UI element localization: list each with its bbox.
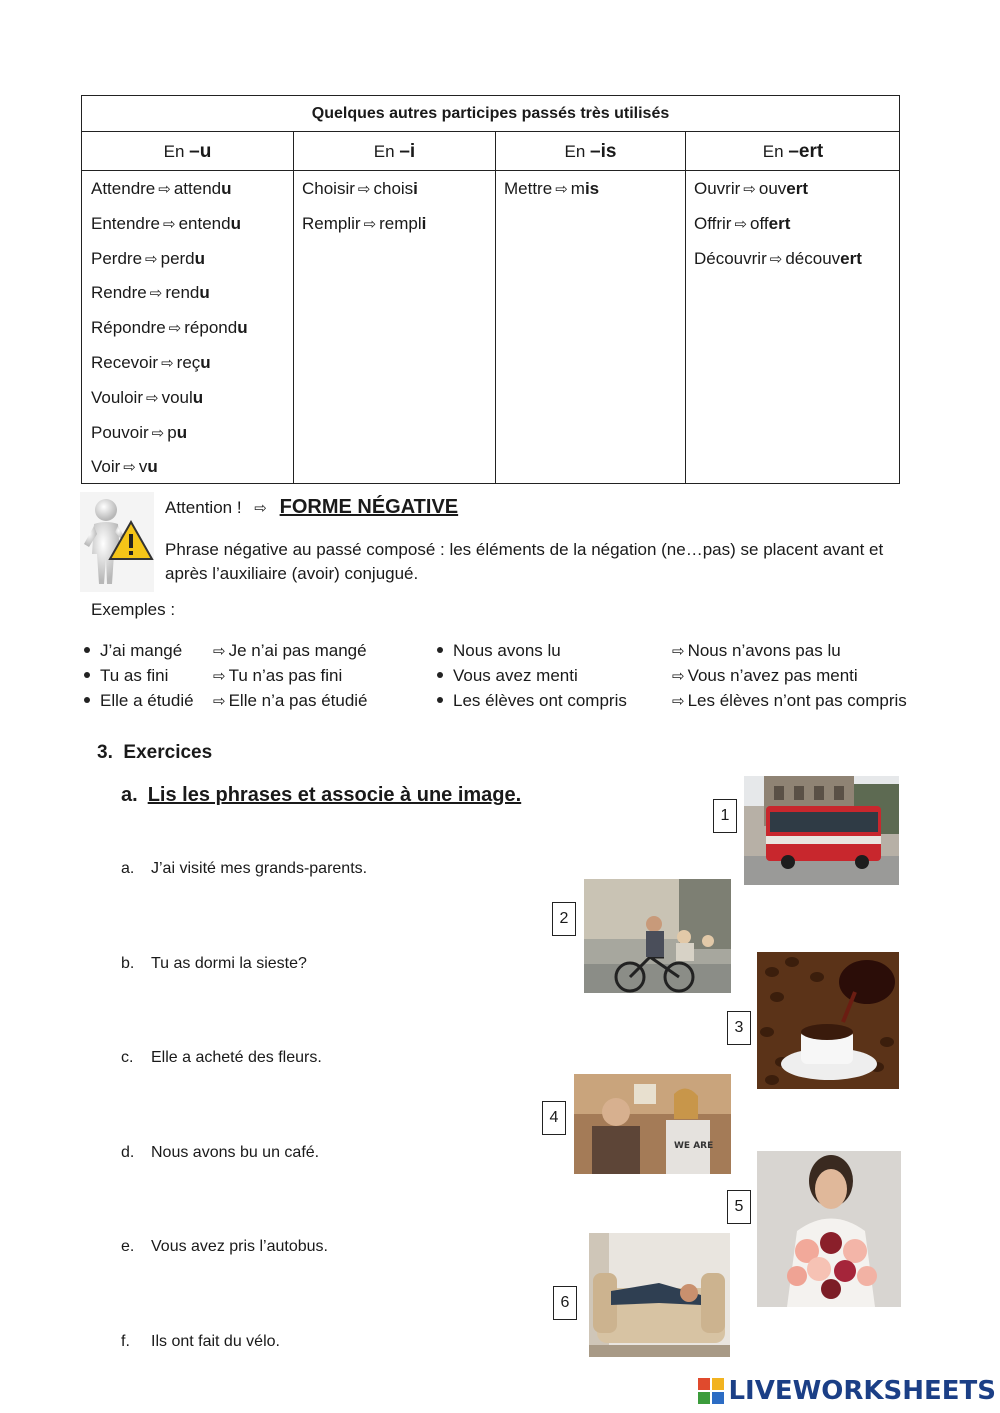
section-3-heading: 3. Exercices — [97, 742, 213, 763]
participle-stem: reç — [176, 352, 201, 372]
participle-stem: entend — [178, 213, 231, 233]
participle-stem: chois — [373, 179, 414, 198]
infinitive-verb: Rendre — [91, 283, 147, 303]
grandparents-photo — [574, 1074, 731, 1174]
liveworksheets-wordmark: LIVEWORKSHEETS — [728, 1376, 996, 1406]
example-negative: ⇨ Vous n’avez pas menti — [672, 666, 858, 685]
participle-row — [91, 346, 248, 381]
arrow-icon: ⇨ — [555, 180, 568, 198]
example-negative: ⇨ Elle n’a pas étudié — [213, 691, 368, 710]
example-affirmative: Tu as fini — [84, 663, 168, 689]
warning-figure-icon — [80, 492, 154, 592]
arrow-icon: ⇨ — [213, 667, 226, 685]
image-number-5[interactable]: 5 — [727, 1190, 751, 1224]
liveworksheets-logo-icon — [698, 1378, 724, 1404]
nap-photo — [589, 1233, 730, 1357]
participle-stem: off — [750, 213, 769, 233]
arrow-icon: ⇨ — [357, 180, 371, 198]
column-i-list — [302, 172, 426, 242]
participle-row — [91, 207, 248, 242]
participle-stem: rend — [165, 283, 200, 303]
svg-text:WE ARE: WE ARE — [674, 1141, 714, 1151]
infinitive-verb: Répondre — [91, 318, 166, 338]
participle-ending: i — [421, 213, 427, 233]
participle-ending: u — [221, 179, 232, 198]
participle-stem: m — [570, 179, 585, 198]
participles-table — [81, 95, 900, 484]
negative-form-title: FORME NÉGATIVE — [279, 496, 459, 518]
example-negative: ⇨ Les élèves n’ont pas compris — [672, 691, 907, 710]
participle-ending: u — [147, 457, 158, 477]
participle-row — [91, 450, 248, 485]
arrow-icon: ⇨ — [672, 642, 685, 660]
question-e: e. Vous avez pris l’autobus. — [121, 1238, 328, 1255]
participle-row — [302, 172, 426, 207]
participle-ending: u — [199, 283, 210, 303]
attention-label: Attention ! — [165, 498, 242, 517]
participle-row — [302, 207, 426, 242]
participle-row — [694, 207, 862, 242]
arrow-icon: ⇨ — [145, 249, 158, 268]
table-header-row — [82, 132, 899, 171]
participle-ending: u — [192, 387, 204, 407]
column-ert-list — [694, 172, 862, 276]
column-is-list — [504, 172, 599, 207]
attention-line — [165, 496, 458, 519]
question-f: f. Ils ont fait du vélo. — [121, 1333, 280, 1350]
example-affirmative: Vous avez menti — [437, 663, 578, 689]
negative-form-explanation: Phrase négative au passé composé : les éléments de la négation (ne…pas) se placent avant et après l’auxiliaire (avoir) conjugué. — [165, 540, 884, 583]
image-number-3[interactable]: 3 — [727, 1011, 751, 1045]
participle-row — [504, 172, 599, 207]
participle-row — [694, 172, 862, 207]
arrow-icon: ⇨ — [123, 458, 136, 477]
arrow-icon: ⇨ — [145, 388, 159, 407]
arrow-icon: ⇨ — [213, 692, 226, 710]
participle-stem: voul — [161, 387, 193, 407]
participle-ending: i — [413, 179, 418, 198]
participle-ending: is — [584, 179, 600, 198]
example-affirmative: J’ai mangé — [84, 638, 182, 664]
participle-ending: u — [194, 248, 206, 268]
infinitive-verb: Vouloir — [91, 387, 143, 407]
example-negative: ⇨ Nous n’avons pas lu — [672, 641, 841, 660]
arrow-icon: ⇨ — [743, 180, 756, 198]
participle-stem: p — [167, 422, 177, 442]
arrow-icon: ⇨ — [672, 692, 685, 710]
participle-row — [91, 416, 248, 451]
arrow-icon: ⇨ — [213, 642, 226, 660]
question-d: d. Nous avons bu un café. — [121, 1144, 320, 1161]
infinitive-verb: Offrir — [694, 213, 732, 233]
arrow-icon: ⇨ — [161, 353, 174, 372]
infinitive-verb: Remplir — [302, 213, 361, 233]
infinitive-verb: Ouvrir — [694, 179, 741, 198]
participle-stem: ouv — [758, 179, 787, 198]
column-u-list — [91, 172, 248, 485]
example-negative: ⇨ Je n’ai pas mangé — [213, 641, 367, 660]
header-en-ert: En –ert — [762, 141, 824, 162]
image-number-6[interactable]: 6 — [553, 1286, 577, 1320]
example-affirmative: Nous avons lu — [437, 638, 561, 664]
example-negative: ⇨ Tu n’as pas fini — [213, 666, 343, 685]
infinitive-verb: Mettre — [504, 179, 553, 198]
image-number-4[interactable]: 4 — [542, 1101, 566, 1135]
arrow-icon: ⇨ — [151, 423, 165, 442]
arrow-icon: ⇨ — [149, 284, 163, 303]
participle-ending: u — [176, 422, 188, 442]
infinitive-verb: Attendre — [91, 179, 156, 198]
arrow-icon: ⇨ — [163, 214, 176, 233]
bicycle-photo — [584, 879, 731, 993]
infinitive-verb: Recevoir — [91, 352, 159, 372]
arrow-icon: ⇨ — [254, 499, 267, 517]
participle-ending: ert — [840, 248, 862, 268]
arrow-icon: ⇨ — [363, 214, 377, 233]
header-en-is: En –is — [564, 141, 617, 162]
flowers-photo — [757, 1151, 901, 1307]
infinitive-verb: Choisir — [302, 179, 355, 198]
participle-stem: répond — [184, 318, 238, 338]
liveworksheets-logo — [698, 1376, 996, 1410]
participle-ending: u — [237, 318, 248, 338]
arrow-icon: ⇨ — [769, 249, 783, 268]
infinitive-verb: Entendre — [91, 213, 160, 233]
participle-stem: perd — [160, 248, 195, 268]
participle-stem: découv — [785, 248, 841, 268]
example-affirmative: Les élèves ont compris — [437, 688, 627, 714]
participle-row — [91, 242, 248, 277]
infinitive-verb: Voir — [91, 457, 121, 477]
infinitive-verb: Découvrir — [694, 248, 767, 268]
participle-row — [91, 276, 248, 311]
examples-label: Exemples : — [91, 600, 176, 619]
image-number-2[interactable]: 2 — [552, 902, 576, 936]
infinitive-verb: Perdre — [91, 248, 143, 268]
participle-ending: u — [200, 352, 211, 372]
participle-ending: ert — [768, 213, 791, 233]
participle-row — [91, 172, 248, 207]
infinitive-verb: Pouvoir — [91, 422, 149, 442]
question-c: c. Elle a acheté des fleurs. — [121, 1049, 322, 1066]
participle-row — [91, 381, 248, 416]
arrow-icon: ⇨ — [734, 214, 748, 233]
header-en-u: En –u — [163, 141, 212, 162]
example-affirmative: Elle a étudié — [84, 688, 194, 714]
participle-stem: v — [138, 457, 148, 477]
participle-row — [694, 242, 862, 277]
coffee-photo — [757, 952, 899, 1089]
arrow-icon: ⇨ — [158, 180, 171, 198]
participle-ending: u — [230, 213, 241, 233]
question-b: b. Tu as dormi la sieste? — [121, 955, 307, 972]
table-title: Quelques autres participes passés très utilisés — [82, 96, 899, 132]
participle-ending: ert — [786, 179, 809, 198]
bus-photo — [744, 776, 899, 885]
header-en-i: En –i — [373, 141, 416, 162]
participle-stem: rempl — [379, 213, 422, 233]
exercise-a-heading: a. Lis les phrases et associe à une image. — [121, 784, 522, 806]
participle-row — [91, 311, 248, 346]
question-a: a. J’ai visité mes grands-parents. — [121, 860, 368, 877]
image-number-1[interactable]: 1 — [713, 799, 737, 833]
arrow-icon: ⇨ — [672, 667, 685, 685]
arrow-icon: ⇨ — [168, 319, 182, 338]
participle-stem: attend — [173, 179, 222, 198]
